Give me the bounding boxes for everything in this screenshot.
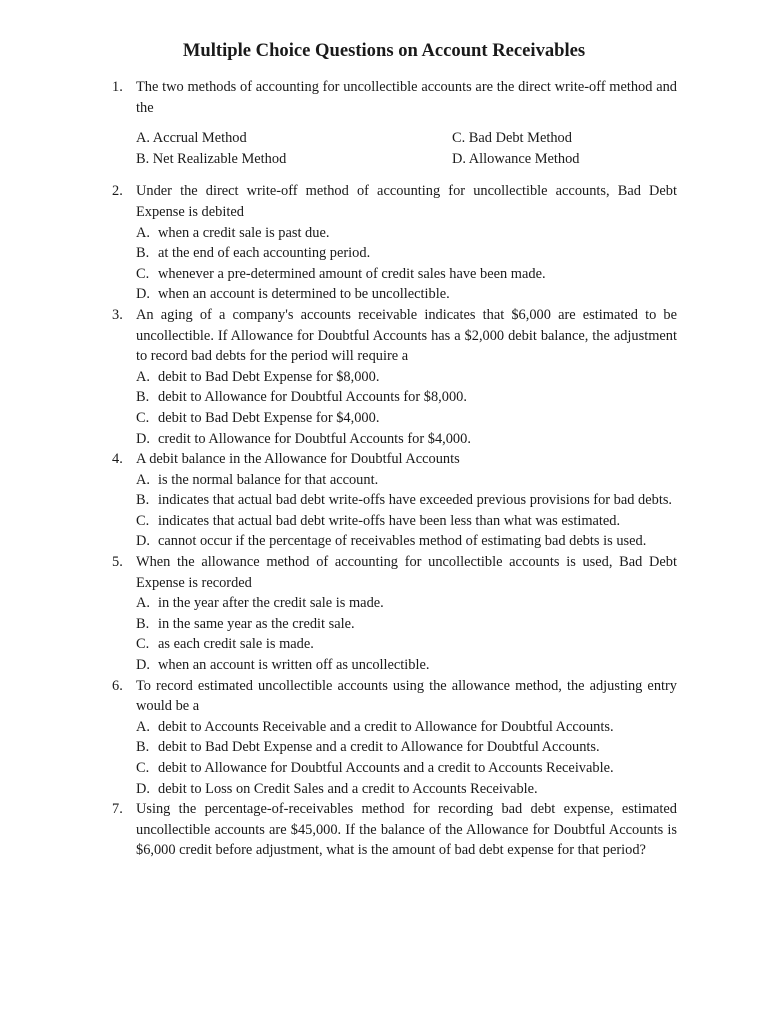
question-text: To record estimated uncollectible accounts using the allowance method, the adjusting entry would be a — [136, 677, 677, 715]
option-text: when a credit sale is past due. — [158, 224, 330, 241]
option-text: when an account is determined to be uncollectible. — [158, 286, 450, 303]
question-2 — [108, 181, 677, 305]
option-letter: A. — [136, 224, 150, 241]
answer-option — [136, 614, 677, 635]
answer-option — [136, 758, 677, 779]
option-text: debit to Allowance for Doubtful Accounts and a credit to Accounts Receivable. — [158, 760, 614, 776]
option-letter: C. — [136, 760, 150, 776]
question-6 — [108, 676, 677, 800]
option-letter: D. — [136, 657, 150, 674]
question-number: 7. — [112, 801, 123, 818]
question-number: 2. — [112, 183, 123, 200]
answer-option — [136, 634, 677, 655]
option-letter: A. — [136, 471, 150, 488]
option-letter: A. — [136, 368, 150, 385]
option-b: B. Net Realizable Method — [136, 150, 287, 167]
question-7 — [108, 799, 677, 861]
answer-option — [136, 511, 677, 532]
option-c: C. Bad Debt Method — [452, 130, 572, 147]
question-text: A debit balance in the Allowance for Doubtful Accounts — [136, 451, 460, 468]
question-number: 4. — [112, 451, 123, 468]
option-text: as each credit sale is made. — [158, 636, 314, 653]
answer-option — [136, 264, 677, 285]
option-a: A. Accrual Method — [136, 130, 247, 147]
option-text: in the year after the credit sale is made. — [158, 595, 384, 612]
questions-container — [108, 181, 677, 861]
option-text: debit to Accounts Receivable and a credit to Allowance for Doubtful Accounts. — [158, 718, 614, 735]
option-text: at the end of each accounting period. — [158, 245, 371, 262]
question-3 — [108, 305, 677, 449]
option-text: debit to Bad Debt Expense and a credit to Allowance for Doubtful Accounts. — [158, 739, 600, 756]
question-text: Under the direct write-off method of accounting for uncollectible accounts, Bad Debt Expense is debited — [136, 183, 677, 220]
option-text: debit to Bad Debt Expense for $8,000. — [158, 368, 380, 385]
option-letter: B. — [136, 389, 150, 406]
option-letter: A. — [136, 718, 150, 735]
question-number: 6. — [112, 677, 123, 694]
option-d: D. Allowance Method — [452, 150, 580, 167]
question-number: 1. — [112, 79, 123, 95]
question-number: 5. — [112, 554, 123, 571]
option-letter: D. — [136, 780, 150, 797]
option-text: debit to Allowance for Doubtful Accounts for $8,000. — [158, 389, 467, 406]
question-list — [108, 77, 677, 861]
question-text: When the allowance method of accounting for uncollectible accounts is used, Bad Debt Expense is recorded — [136, 554, 677, 591]
question-4 — [108, 449, 677, 552]
page-title: Multiple Choice Questions on Account Receivables — [182, 40, 586, 61]
option-letter: A. — [136, 595, 150, 612]
answer-option — [136, 367, 677, 388]
option-text: indicates that actual bad debt write-offs have exceeded previous provisions for bad debts. — [158, 492, 673, 509]
option-text: in the same year as the credit sale. — [158, 615, 355, 632]
option-letter: C. — [136, 636, 150, 653]
option-letter: B. — [136, 615, 150, 632]
question-number: 3. — [112, 306, 123, 323]
option-letter: B. — [136, 739, 150, 756]
answer-option — [136, 779, 677, 800]
option-text: whenever a pre-determined amount of credit sales have been made. — [158, 265, 546, 282]
question-text: The two methods of accounting for uncollectible accounts are the direct write-off method and the — [136, 79, 677, 116]
option-letter: D. — [136, 286, 150, 303]
answer-option — [136, 284, 677, 305]
option-text: is the normal balance for that account. — [158, 471, 379, 488]
option-text: debit to Bad Debt Expense for $4,000. — [158, 409, 380, 426]
option-text: indicates that actual bad debt write-offs have been less than what was estimated. — [158, 512, 621, 529]
option-text: credit to Allowance for Doubtful Accounts for $4,000. — [158, 430, 471, 447]
option-letter: C. — [136, 265, 150, 282]
option-letter: B. — [136, 492, 150, 509]
option-letter: D. — [136, 533, 150, 550]
answer-option — [136, 223, 677, 244]
options-grid — [136, 128, 677, 169]
answer-option — [136, 593, 677, 614]
answer-option — [136, 408, 677, 429]
answer-option — [136, 717, 677, 738]
answer-option — [136, 531, 677, 552]
question-5 — [108, 552, 677, 676]
answer-option — [136, 470, 677, 491]
option-letter: B. — [136, 245, 150, 262]
question-text: Using the percentage-of-receivables method for recording bad debt expense, estimated uncollectible accounts are $45,000. If the balance of the Allowance for Doubtful Accounts is $6,000 credit before adjustment, what is the amount of bad debt expense for that period? — [136, 801, 677, 859]
answer-option — [136, 737, 677, 758]
option-text: cannot occur if the percentage of receivables method of estimating bad debts is used. — [158, 533, 647, 550]
answer-option — [136, 429, 677, 450]
answer-option — [136, 387, 677, 408]
option-letter: C. — [136, 409, 150, 426]
option-text: when an account is written off as uncollectible. — [158, 657, 430, 674]
option-letter: D. — [136, 430, 150, 447]
option-text: debit to Loss on Credit Sales and a credit to Accounts Receivable. — [158, 780, 538, 797]
option-letter: C. — [136, 512, 150, 529]
answer-option — [136, 243, 677, 264]
answer-option — [136, 490, 677, 511]
question-1 — [108, 77, 677, 169]
answer-option — [136, 655, 677, 676]
question-text: An aging of a company's accounts receivable indicates that $6,000 are estimated to be uncollectible. If Allowance for Doubtful Accounts has a $2,000 debit balance, the adjustment to record bad debts for the period will require a — [136, 306, 677, 365]
